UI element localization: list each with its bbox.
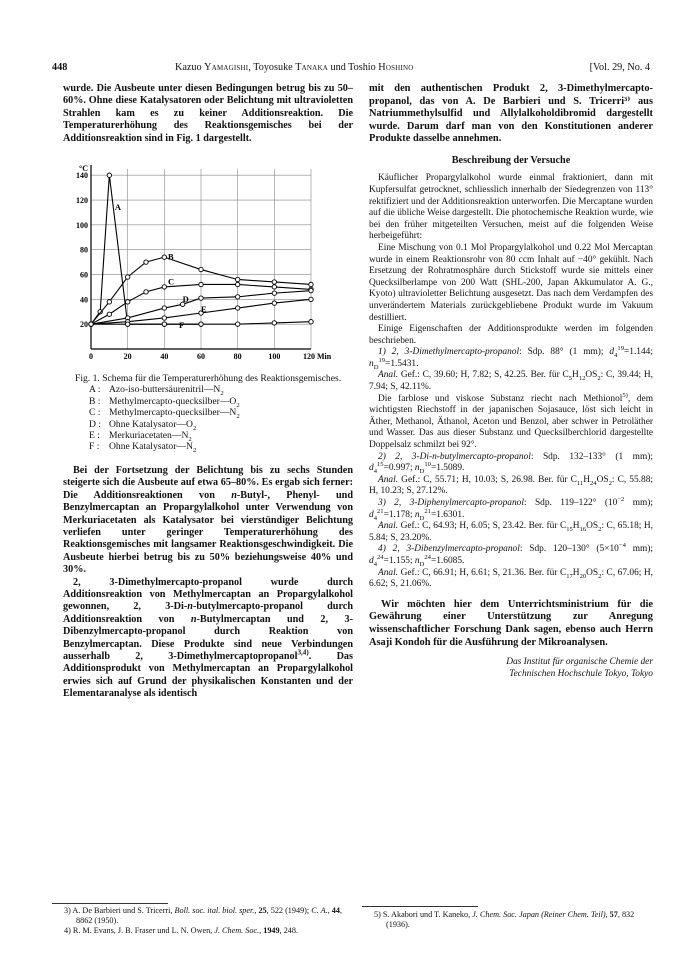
compound-3: 3) 2, 3-Diphenylmercapto-propanol: Sdp. 119–122° ($10^{-2}$ mm); $d_4^{21}=1.178$; $n_D^{21}=1.6301$. [369, 495, 654, 522]
legend-key: E : [89, 430, 100, 442]
data-point-D [235, 295, 239, 299]
y-tick-label: 140 [76, 171, 88, 181]
data-point-C [125, 300, 129, 304]
compound-1-analysis: Anal. Gef.: C, 39.60; H, 7.82; S, 42.25. Ber. für $C_5H_{12}OS_2$: C, 39.44; H, 7.94; S, 42.11%. [369, 370, 653, 393]
curve-label-F: F [179, 319, 185, 330]
data-point-F [199, 322, 203, 326]
left-column [63, 83, 353, 701]
data-point-D [162, 306, 166, 310]
curve-label-E: E [201, 303, 207, 314]
curve-label-D: D [182, 293, 189, 304]
legend-text: Azo-$iso-buttersäurenitril—N_2$ [109, 384, 224, 398]
page-number: 448 [52, 62, 68, 73]
data-point-F [235, 322, 239, 326]
figure-caption-title: Fig. 1. Schema für die Temperaturerhöhung des Reaktionsgemisches. [75, 373, 342, 385]
legend-text: Ohne $Katalysator—N_2$ [109, 441, 197, 455]
header-volume: [Vol. 29, No. 4 [589, 62, 650, 73]
temperature-chart [63, 153, 353, 371]
data-point-E [162, 316, 166, 320]
legend-entry [89, 430, 353, 441]
footnote: 3) A. De Barbieri und S. Tricerri, Boll. soc. ital. biol. sper., 25, 522 (1949); C. A., 44, 8862 (1950). [64, 906, 343, 925]
data-point-B [235, 277, 239, 281]
x-tick-label: 0 [89, 352, 93, 362]
left-paragraph-1: wurde. Die Ausbeute unter diesen Bedingungen betrug bis zu 50–60%. Ohne diese Katalysatoren oder Belichtung mit ultravioletten Strahlen kam es zu keiner Additionsreaktion. Die Temperaturerhöhung des Reaktionsgemisches bei der Additionsreaktion sind in Fig. 1 dargestellt. [63, 83, 353, 144]
x-tick-label: 80 [233, 352, 242, 362]
institute [369, 657, 653, 680]
legend-entry [89, 441, 353, 455]
y-tick-label: 40 [80, 295, 88, 305]
data-point-B [199, 267, 203, 271]
footnotes-right [374, 910, 654, 930]
data-point-E [272, 301, 276, 305]
data-point-F [309, 320, 313, 324]
figure-1 [63, 153, 353, 371]
y-tick-label: 80 [80, 245, 88, 255]
acknowledgement [369, 599, 653, 649]
data-point-B [144, 260, 148, 264]
x-tick-label: 60 [197, 352, 205, 362]
data-point-C [107, 312, 111, 316]
figure-legend [89, 384, 353, 455]
compound-1: 1) 2, 3-Dimethylmercapto-propanol: Sdp. 88° (1 mm); $d_4^{19}=1.144$; $n_D^{19}=1.5431$. [369, 345, 653, 371]
compound-1-text: Die farblose und viskose Substanz riecht nach Methionol$^{5)}$, dem wichtigsten Riechstoff in der japanischen Sojasauce, löst sich leicht in Äther, Methanol, Äthanol, Aceton und Benzol, aber schwer in Petroläther und Wasser. Das aus dieser Substanz und Quecksilberchlorid dargestellte Doppelsalz schmilzt bei 92°. [369, 391, 653, 451]
legend-entry [89, 407, 353, 421]
compound-2-analysis: Anal. Gef.: C, 55.71; H, 10.03; S, 26.98. Ber. für $C_{11}H_{24}OS_2$: C, 55.88; H, 10.23; S, 27.12%. [369, 474, 653, 497]
data-point-D [272, 291, 276, 295]
legend-key: C : [89, 407, 101, 419]
legend-text: Methylmercapto-$quecksilber—N_2$ [109, 407, 240, 421]
exp-paragraph-3: Einige Eigenschaften der Additionsprodukte werden im folgenden beschrieben. [369, 324, 653, 346]
legend-entry [89, 396, 353, 407]
y-tick-label: 120 [76, 196, 88, 206]
data-point-F [272, 321, 276, 325]
right-intro [369, 83, 653, 146]
legend-key: D : [89, 418, 101, 430]
data-point-E [235, 306, 239, 310]
data-point-C [162, 285, 166, 289]
x-tick-label: 100 [268, 352, 281, 362]
data-point-A [107, 173, 111, 177]
data-point-B [272, 280, 276, 284]
x-tick-label: 20 [123, 352, 132, 362]
exp-paragraph-1: Käuflicher Propargylalkohol wurde einmal fraktioniert, dann mit Kupfersulfat getrocknet, schliesslich innerhalb der Siedegrenzen von 113° rektifiziert und der Additionsreaktion unterworfen. Die Mercaptane wurden auf die übliche Weise dargestellt. Die photochemische Reaktion wurde, wie bei den früher mitgeteilten Versuchen, meist auf die folgenden Weise herbeigeführt: [369, 173, 653, 242]
data-point-B [107, 300, 111, 304]
y-tick-label: 20 [80, 320, 88, 330]
data-point-D [309, 288, 313, 292]
legend-entry [89, 384, 353, 398]
footnote-rule-left [52, 903, 168, 904]
exp-paragraph-2: Eine Mischung von 0.1 Mol Propargylalkohol und 0.22 Mol Mercaptan wurde in einem Reaktionsrohr von 80 ccm Inhalt auf −40° gekühlt. Nach Ersetzung der Rohratmosphäre durch Stickstoff wurde sie mittels einer Quecksilberlampe von 200 Watt (SHL-200, Japan Akkumulator A. G., Kyoto) ultravioletter Belichtung ausgesetzt. Das nach dem Verdampfen des unverändertem Materials zurückgebliebene Produkt wurde im Vakuum destilliert. [369, 242, 653, 323]
legend-key: A : [89, 384, 101, 396]
footnote-rule-right [362, 906, 478, 907]
legend-text: Methylmercapto-$quecksilber—O_2$ [109, 395, 240, 409]
y-tick-label: 60 [80, 270, 88, 280]
footnote: 5) S. Akabori und T. Kaneko, J. Chem. Soc. Japan (Reiner Chem. Teil), 57, 832 (1936). [374, 910, 635, 929]
data-point-B [309, 282, 313, 286]
footnotes-left [64, 906, 354, 936]
compound-4: 4) 2, 3-Dibenzylmercapto-propanol: Sdp. 120–130° ($5\times 10^{-4}$ mm); $d_4^{24}=1.155$; $n_D^{24}=1.6085$. [369, 542, 654, 568]
data-point-E [309, 297, 313, 301]
running-header [52, 62, 650, 76]
right-paragraph-1: mit den authentischen Produkt 2, 3-Dimethylmercapto-propanol, das von A. De Barbieri und S. Tricerri³⁾ aus Natriummethylsulfid und Allylalkoholdibromid dargestellt wurde. Darum darf man von den Konstitutionen anderer Produkte dasselbe annehmen. [369, 83, 653, 145]
data-point-C [272, 285, 276, 289]
data-point-D [199, 296, 203, 300]
figure-caption [75, 373, 353, 453]
x-tick-label: 120 Min [303, 352, 332, 362]
header-authors: Kazuo Yamagishi, Toyosuke Tanaka und Toshio Hoshino [175, 62, 414, 73]
compound-2: 2) 2, 3-Di-n-butylmercapto-propanol: Sdp. 132–133° (1 mm); $d_4^{15}=0.997$; $n_D^{10}=1.5089$. [369, 451, 653, 476]
section-title: Beschreibung der Versuche [451, 154, 571, 166]
data-point-C [235, 282, 239, 286]
thanks-paragraph: Wir möchten hier dem Unterrichtsministrium für die Gewährung einer Unterstützung zur Anregung wissenschaftlicher Forschung Dank sagen, ebenso auch Herrn Asaji Kondoh für die Ausführung der Mikroanalysen. [369, 598, 653, 648]
data-point-B [125, 275, 129, 279]
curve-label-B: B [168, 251, 174, 262]
data-point-C [144, 290, 148, 294]
curve-label-A: A [114, 201, 121, 212]
legend-text: Ohne $Katalysator—O_2$ [109, 418, 197, 432]
curve-label-C: C [168, 276, 175, 287]
compound-4-analysis: Anal. Gef.: C, 66.91; H, 6.61; S, 21.36. Ber. für $C_{17}H_{20}OS_2$: C, 67.06; H, 6.62; S, 21.06%. [369, 567, 654, 590]
left-paragraph-3: 2, 3-Dimethylmercapto-propanol wurde durch Additionsreaktion von Methylmercaptan an Propargylalkohol gewonnen, 2, 3-Di-n-butylmercapto-propanol durch Additionsreaktion von n-Butylmercaptan und 2, 3-Dibenzylmercapto-propanol durch Reaktion von Benzylmercaptan. Diese Produkte sind neue Verbindungen ausserhalb 2, 3-Dimethylmercaptopropanol$^{3,4)}$. Das Additionsprodukt von Methylmercaptan an Propargylalkohol erwies sich auf Grund der physikalischen Konstanten und der Elementaranalyse als identisch [63, 576, 354, 700]
legend-text: $Merkuriacetaten—N_2$ [109, 430, 192, 443]
legend-key: F : [89, 441, 100, 453]
legend-entry [89, 419, 353, 430]
right-column [369, 83, 653, 680]
compound-3-analysis: Anal. Gef.: C, 64.93; H, 6.05; S, 23.42. Ber. für $C_{15}H_{16}OS_2$: C, 65.18; H, 5.84; S, 23.20%. [369, 521, 654, 543]
data-point-B [162, 255, 166, 259]
x-tick-label: 40 [160, 352, 169, 362]
y-unit-label: °C [79, 164, 88, 174]
experimental-section [369, 173, 653, 590]
data-point-F [162, 322, 166, 326]
legend-key: B : [89, 395, 101, 407]
data-point-F [125, 322, 129, 326]
data-point-F [89, 322, 93, 326]
footnote: 4) R. M. Evans, J. B. Fraser und L. N. Owen, J. Chem. Soc., 1949, 248. [64, 926, 299, 935]
institute-line-1: Das Institut für organische Chemie der [506, 657, 653, 668]
left-paragraph-2: Bei der Fortsetzung der Belichtung bis zu sechs Stunden steigerte sich die Ausbeute auf etwa 65–80%. Es ergab sich ferner: Die Additionsreaktionen von n-Butyl-, Phenyl- und Benzylmercaptan an Propargylalkohol unter Verwendung von Merkuriacetaten als Katalysator bei vierstündiger Belichtung verliefen unter geringer Temperaturerhöhung des Reaktionsgemisches mit langsamer Reaktionsgeschwindigkeit. Die Ausbeute hierbei betrug bis zu 50% beziehungsweise 40% und 30%. [63, 464, 353, 576]
y-tick-label: 100 [76, 220, 88, 230]
data-point-C [199, 282, 203, 286]
institute-line-2: Technischen Hochschule Tokyo, Tokyo [509, 668, 653, 679]
